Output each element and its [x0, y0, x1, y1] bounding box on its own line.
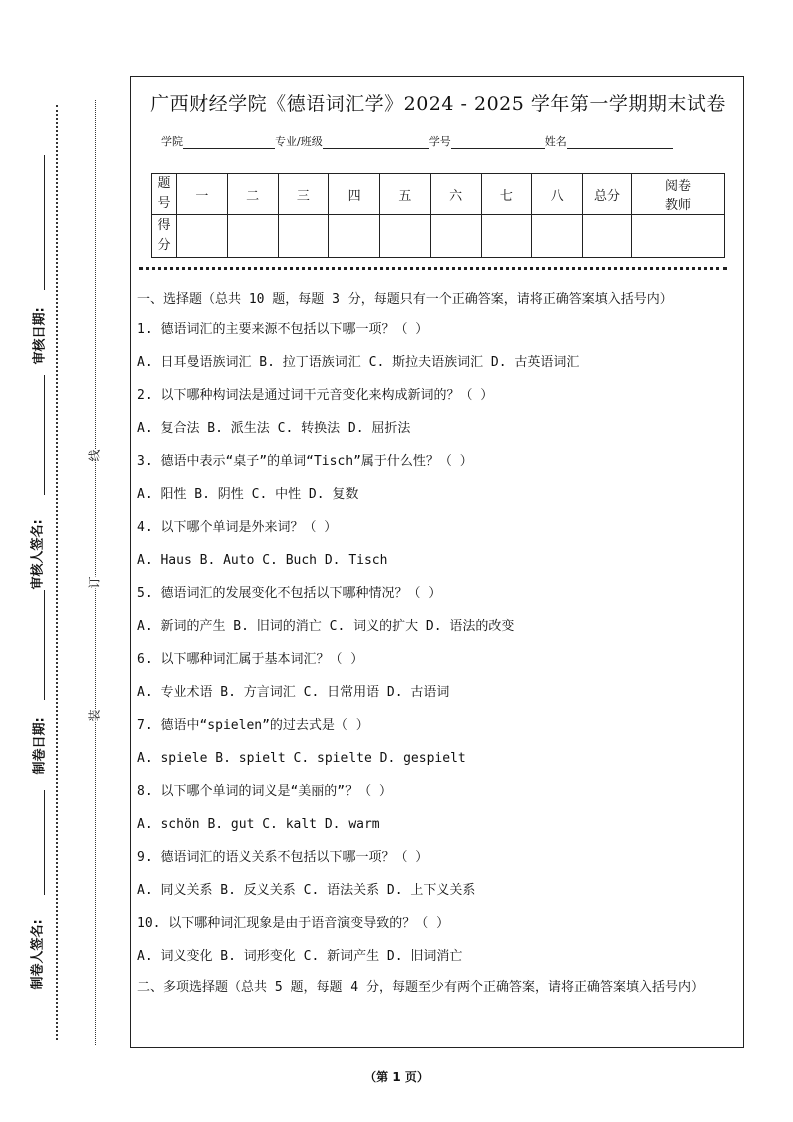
- binding-mark-staple: 订: [87, 576, 102, 589]
- student-info-row: [161, 133, 721, 153]
- college-field[interactable]: [183, 134, 275, 149]
- student-id-field[interactable]: [451, 134, 545, 149]
- major-class-field[interactable]: [323, 134, 429, 149]
- question-7: 7. 德语中“spielen”的过去式是（ ）: [137, 718, 369, 733]
- signature-line: [44, 790, 45, 895]
- column-header: 一: [177, 174, 228, 215]
- question-8: 8. 以下哪个单词的词义是“美丽的”？（ ）: [137, 784, 392, 799]
- exam-date-label: 制卷日期:: [32, 717, 48, 775]
- reviewer-cell[interactable]: [632, 215, 725, 258]
- question-9: 9. 德语词汇的语义关系不包括以下哪一项？（ ）: [137, 850, 429, 865]
- exam-frame: [130, 76, 744, 1048]
- question-list: [137, 289, 741, 999]
- college-label: 学院: [161, 135, 183, 148]
- question-4-options: A. Haus B. Auto C. Buch D. Tisch: [137, 553, 388, 568]
- name-label: 姓名: [544, 135, 567, 148]
- total-header: 总分: [583, 174, 632, 215]
- question-6-options: A. 专业术语 B. 方言词汇 C. 日常用语 D. 古语词: [137, 685, 450, 700]
- question-1-options: A. 日耳曼语族词汇 B. 拉丁语族词汇 C. 斯拉夫语族词汇 D. 古英语词汇: [137, 355, 580, 370]
- name-field[interactable]: [567, 134, 673, 149]
- section1-heading: 一、选择题（总共 10 题，每题 3 分，每题只有一个正确答案，请将正确答案填入括号内）: [137, 292, 673, 307]
- binding-mark-line: 线: [87, 449, 102, 462]
- question-10-options: A. 词义变化 B. 词形变化 C. 新词产生 D. 旧词消亡: [137, 949, 463, 964]
- reviewer-header: 阅卷 教师: [632, 174, 725, 215]
- score-cell[interactable]: [430, 215, 481, 258]
- column-header: 二: [227, 174, 278, 215]
- score-cell[interactable]: [177, 215, 228, 258]
- column-header: 七: [481, 174, 532, 215]
- question-4: 4. 以下哪个单词是外来词？（ ）: [137, 520, 338, 535]
- column-header: 六: [430, 174, 481, 215]
- question-6: 6. 以下哪种词汇属于基本词汇？（ ）: [137, 652, 364, 667]
- column-header: 三: [278, 174, 329, 215]
- signature-line: [44, 375, 45, 495]
- score-table: [151, 173, 725, 258]
- column-header: 八: [532, 174, 583, 215]
- question-2: 2. 以下哪种构词法是通过词干元音变化来构成新词的？（ ）: [137, 388, 494, 403]
- column-header: 四: [329, 174, 380, 215]
- question-7-options: A. spiele B. spielt C. spielte D. gespielt: [137, 751, 466, 766]
- reviewer-signature-label: 审核人签名:: [30, 519, 46, 590]
- binding-dotted-line: [56, 105, 58, 1040]
- question-5-options: A. 新词的产生 B. 旧词的消亡 C. 词义的扩大 D. 语法的改变: [137, 619, 515, 634]
- score-cell[interactable]: [532, 215, 583, 258]
- question-2-options: A. 复合法 B. 派生法 C. 转换法 D. 屈折法: [137, 421, 411, 436]
- page-number: （第 1 页）: [364, 1070, 429, 1084]
- binding-margin: [0, 0, 120, 1122]
- score-cell[interactable]: [227, 215, 278, 258]
- binding-dotted-line-inner: [95, 100, 96, 1045]
- question-3-options: A. 阳性 B. 阴性 C. 中性 D. 复数: [137, 487, 359, 502]
- signature-line: [44, 590, 45, 700]
- score-cell[interactable]: [481, 215, 532, 258]
- score-row-header: 得 分: [152, 215, 177, 258]
- question-3: 3. 德语中表示“桌子”的单词“Tisch”属于什么性？（ ）: [137, 454, 473, 469]
- student-id-label: 学号: [428, 135, 451, 148]
- signature-line: [44, 155, 45, 290]
- question-8-options: A. schön B. gut C. kalt D. warm: [137, 817, 380, 832]
- question-9-options: A. 同义关系 B. 反义关系 C. 语法关系 D. 上下义关系: [137, 883, 476, 898]
- question-1: 1. 德语词汇的主要来源不包括以下哪一项？（ ）: [137, 322, 429, 337]
- score-cell[interactable]: [278, 215, 329, 258]
- question-number-header: 题 号: [152, 174, 177, 215]
- question-10: 10. 以下哪种词汇现象是由于语音演变导致的？（ ）: [137, 916, 450, 931]
- exam-maker-signature-label: 制卷人签名:: [30, 919, 46, 990]
- binding-mark-bind: 装: [87, 709, 102, 722]
- score-cell[interactable]: [329, 215, 380, 258]
- column-header: 五: [380, 174, 431, 215]
- major-class-label: 专业/班级: [275, 135, 323, 148]
- review-date-label: 审核日期:: [32, 307, 48, 365]
- question-5: 5. 德语词汇的发展变化不包括以下哪种情况？（ ）: [137, 586, 442, 601]
- exam-title: 广西财经学院《德语词汇学》2024 - 2025 学年第一学期期末试卷: [150, 93, 726, 115]
- total-score-cell[interactable]: [583, 215, 632, 258]
- dotted-separator: [139, 267, 727, 270]
- section2-heading: 二、多项选择题（总共 5 题，每题 4 分，每题至少有两个正确答案，请将正确答案填入括号内）: [137, 980, 704, 995]
- score-cell[interactable]: [380, 215, 431, 258]
